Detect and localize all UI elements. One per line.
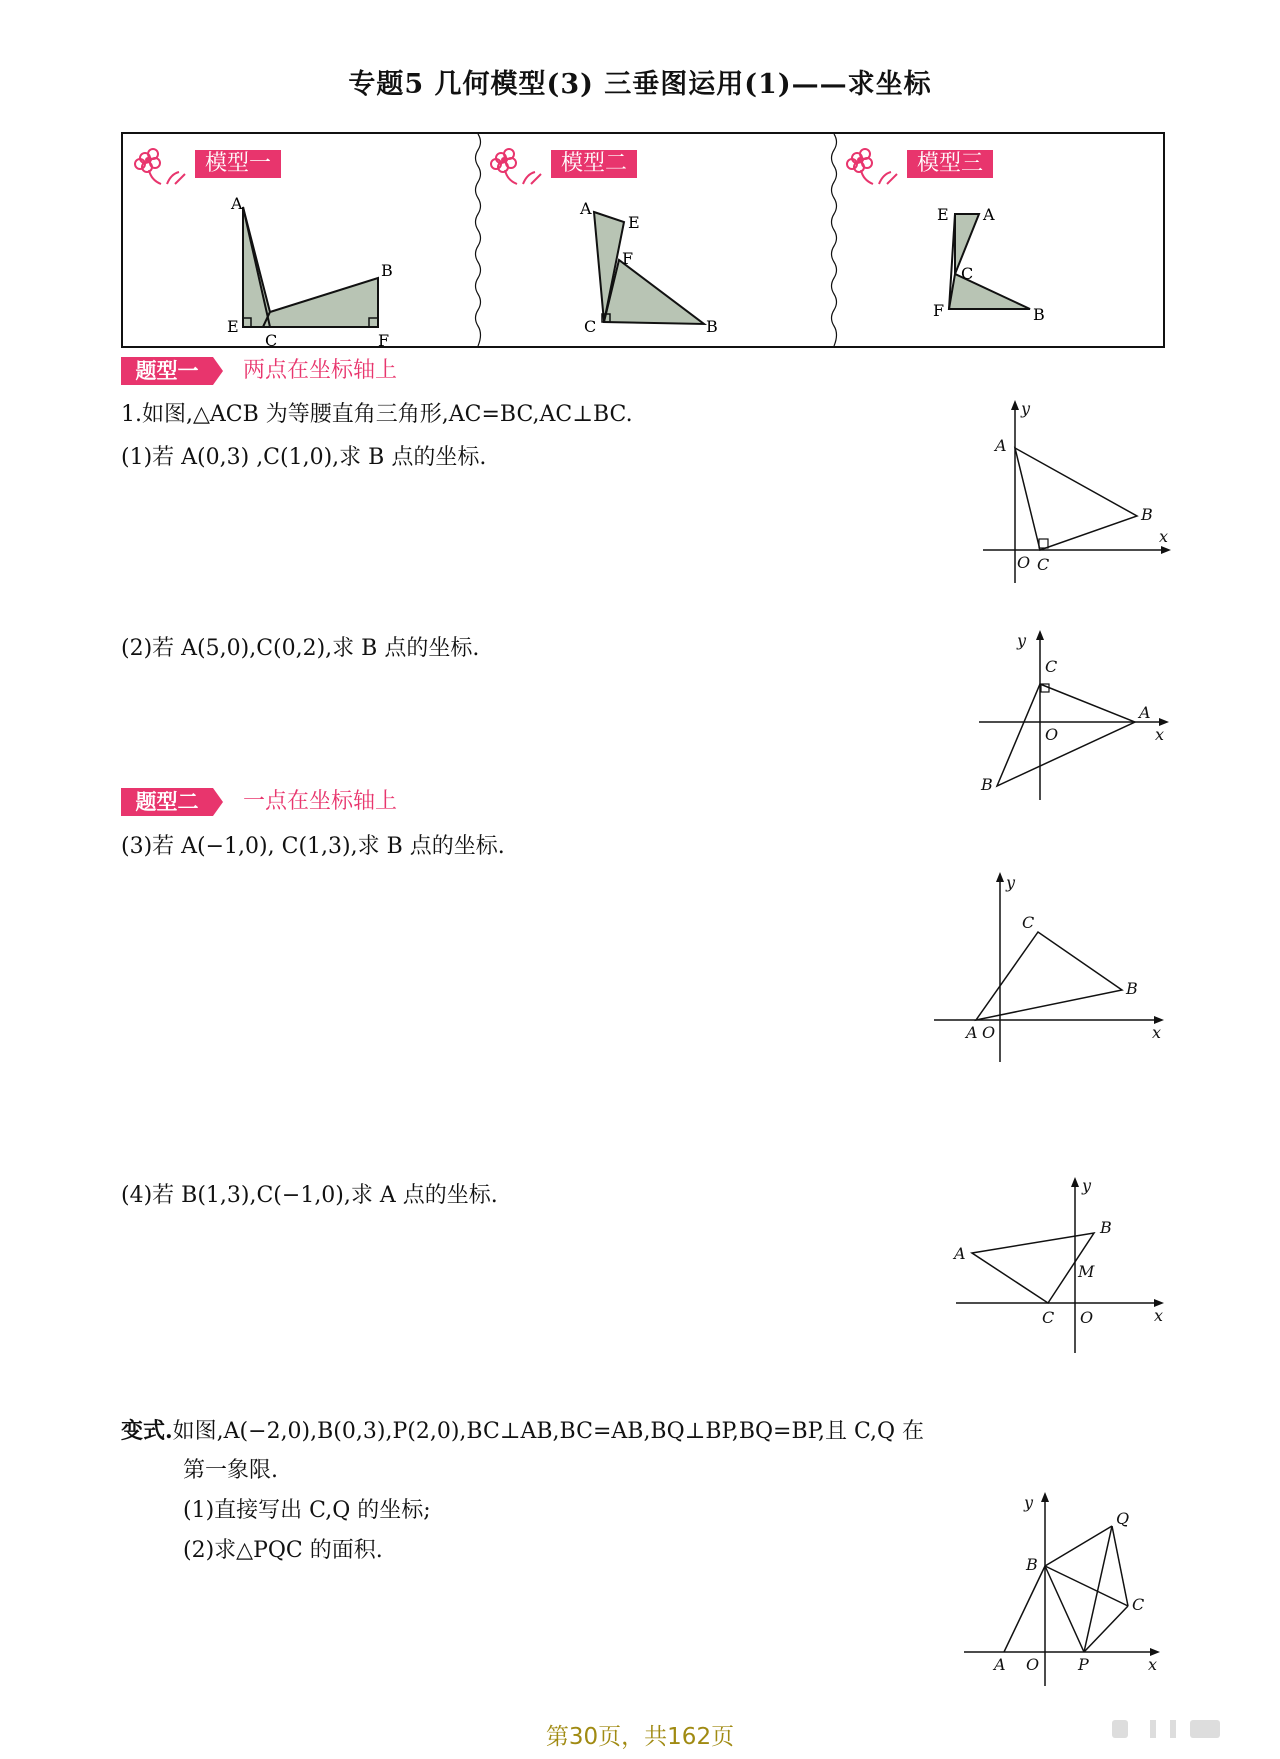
- fig4-label-C: C: [1042, 1308, 1055, 1327]
- model-3-label-F: F: [933, 301, 945, 320]
- section-text-2: 一点在坐标轴上: [243, 789, 398, 814]
- fig5-x-label: x: [1148, 1655, 1158, 1674]
- fig1-y-label: y: [1021, 399, 1031, 418]
- variant-text: 如图,A(−2,0),B(0,3),P(2,0),BC⊥AB,BC=AB,BQ⊥BP,BQ=BP,且 C,Q 在: [172, 1419, 925, 1444]
- model-1-right-triangle: [263, 278, 378, 327]
- q1-stem: 1.如图,△ACB 为等腰直角三角形,AC=BC,AC⊥BC.: [121, 402, 633, 427]
- variant-line-1: [121, 1416, 924, 1447]
- page-title: 专题5 几何模型(3) 三垂图运用(1)——求坐标: [348, 69, 932, 100]
- fig1-x-label: x: [1159, 527, 1169, 546]
- model-tag-1: 模型一: [195, 150, 281, 178]
- model-3-label-C: C: [961, 264, 974, 283]
- fig2-label-C: C: [1045, 657, 1058, 676]
- fig1-label-C: C: [1037, 555, 1050, 574]
- figure-5: [960, 1490, 1170, 1690]
- fig4-y-label: y: [1082, 1176, 1092, 1195]
- model-3-label-E: E: [937, 205, 949, 224]
- fig1-label-B: B: [1141, 505, 1153, 524]
- fig5-y-label: y: [1024, 1493, 1034, 1512]
- variant-sub-2: (2)求△PQC 的面积.: [183, 1538, 383, 1563]
- section-heading-1: [121, 357, 521, 387]
- fig4-label-A: A: [954, 1244, 966, 1263]
- section-tag-1: 题型一: [121, 357, 213, 385]
- fig5-label-B: B: [1026, 1555, 1038, 1574]
- fig4-label-B: B: [1100, 1218, 1112, 1237]
- model-2-label-C: C: [584, 317, 597, 336]
- model-1-diagram: [223, 194, 453, 350]
- fig4-label-M: M: [1078, 1262, 1095, 1281]
- variant-line-2: 第一象限.: [183, 1458, 278, 1483]
- model-3-label-B: B: [1033, 305, 1045, 324]
- model-box: [121, 132, 1165, 348]
- section-heading-2: [121, 788, 521, 818]
- fig4-label-O: O: [1080, 1308, 1094, 1327]
- model-1-label-A: A: [231, 194, 243, 213]
- model-1-label-E: E: [227, 317, 239, 336]
- fig3-label-C: C: [1022, 913, 1035, 932]
- page-footer: 第30页，共162页: [545, 1724, 735, 1750]
- model-panel-1: [123, 134, 478, 350]
- model-tag-2: 模型二: [551, 150, 637, 178]
- fig5-label-Q: Q: [1116, 1509, 1130, 1528]
- section-tag-2: 题型二: [121, 788, 213, 816]
- fig2-label-A: A: [1139, 703, 1151, 722]
- variant-sub-1: (1)直接写出 C,Q 的坐标;: [183, 1498, 431, 1523]
- model-2-label-F: F: [622, 249, 634, 268]
- figure-1: [975, 398, 1175, 588]
- variant-lead: 变式.: [121, 1418, 173, 1444]
- q1-part1: (1)若 A(0,3) ,C(1,0),求 B 点的坐标.: [121, 445, 487, 470]
- fig5-label-O: O: [1026, 1655, 1040, 1674]
- flower-icon: [487, 144, 545, 188]
- q1-part3: (3)若 A(−1,0), C(1,3),求 B 点的坐标.: [121, 834, 505, 859]
- model-1-label-F: F: [378, 331, 390, 350]
- model-2-label-E: E: [628, 213, 640, 232]
- model-1-label-C: C: [265, 331, 278, 350]
- model-2-diagram: [564, 192, 754, 342]
- fig1-label-A: A: [995, 436, 1007, 455]
- model-1-label-B: B: [381, 261, 393, 280]
- model-panel-3: [835, 134, 1190, 346]
- fig3-y-label: y: [1006, 873, 1016, 892]
- fig1-label-O: O: [1017, 553, 1031, 572]
- model-3-label-A: A: [983, 205, 995, 224]
- fig3-label-O: O: [982, 1023, 996, 1042]
- fig5-label-P: P: [1078, 1655, 1089, 1674]
- figure-3: [930, 870, 1170, 1070]
- model-tag-3: 模型三: [907, 150, 993, 178]
- section-text-1: 两点在坐标轴上: [243, 358, 398, 383]
- fig5-label-C: C: [1132, 1595, 1145, 1614]
- model-2-label-A: A: [580, 199, 592, 218]
- figure-2: [975, 628, 1175, 808]
- fig2-y-label: y: [1017, 631, 1027, 650]
- model-2-lower-triangle: [604, 260, 704, 324]
- fig2-label-B: B: [981, 775, 993, 794]
- fig3-label-A: A: [966, 1023, 978, 1042]
- model-3-diagram: [925, 184, 1085, 344]
- model-panel-2: [479, 134, 834, 346]
- flower-icon: [131, 144, 189, 188]
- q1-part4: (4)若 B(1,3),C(−1,0),求 A 点的坐标.: [121, 1183, 498, 1208]
- model-2-label-B: B: [706, 317, 718, 336]
- scroll-marks-icon: [1110, 1716, 1240, 1742]
- fig2-label-O: O: [1045, 725, 1059, 744]
- fig5-label-A: A: [994, 1655, 1006, 1674]
- flower-icon: [843, 144, 901, 188]
- fig4-x-label: x: [1154, 1306, 1164, 1325]
- q1-part2: (2)若 A(5,0),C(0,2),求 B 点的坐标.: [121, 636, 480, 661]
- figure-4: [950, 1175, 1170, 1360]
- fig3-label-B: B: [1126, 979, 1138, 998]
- fig3-x-label: x: [1152, 1023, 1162, 1042]
- fig2-x-label: x: [1155, 725, 1165, 744]
